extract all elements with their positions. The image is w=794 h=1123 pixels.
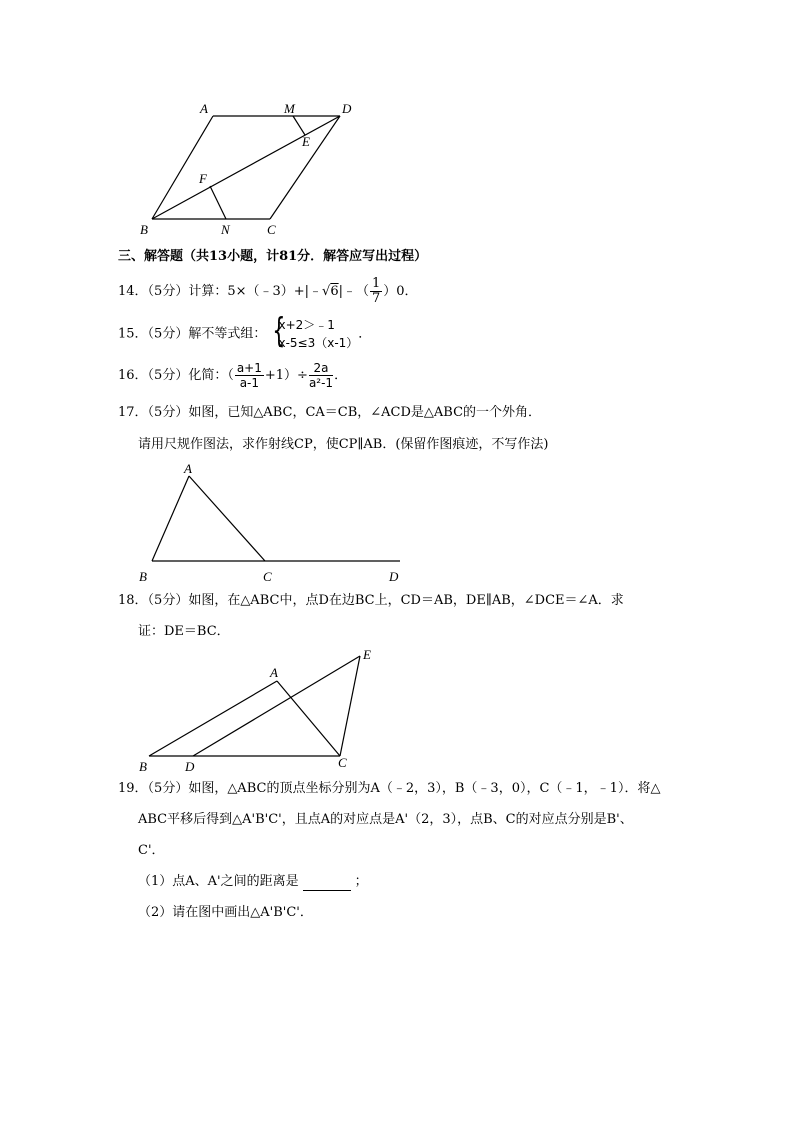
q16-fraction-1 — [235, 361, 264, 390]
q14-numerator: 1 — [372, 276, 381, 291]
label-E: E — [302, 134, 310, 149]
q14-prefix: 14．（5分）计算：5×（﹣3）+|﹣ — [118, 284, 323, 299]
q16-suffix: ． — [334, 368, 348, 383]
q15-suffix: ． — [358, 326, 372, 342]
section-3-heading: 三、解答题（共13小题，计81分．解答应写出过程） — [118, 249, 428, 264]
q16-numerator-1: a+1 — [236, 361, 262, 375]
question-18-line-1: 18．（5分）如图，在△ABC中，点D在边BC上，CD＝AB，DE∥AB，∠DCE＝∠A．求 — [118, 593, 624, 608]
label-B: B — [140, 222, 148, 237]
q14-denominator: 7 — [372, 291, 381, 306]
side-AC — [189, 476, 265, 561]
side-BA — [149, 681, 277, 756]
side-BA — [152, 116, 213, 219]
q14-sqrt: 6 — [330, 284, 339, 299]
diagonal-BD — [152, 116, 340, 219]
q15-inequality-system — [270, 311, 359, 352]
label-N: N — [221, 222, 230, 237]
triangle-figure-q18 — [135, 645, 385, 775]
question-19-line-1: 19．（5分）如图，△ABC的顶点坐标分别为A（﹣2，3），B（﹣3，0），C（﹣1，﹣1）．将△ — [118, 781, 661, 796]
segment-EC — [340, 656, 360, 756]
question-14 — [118, 277, 418, 306]
segment-ME — [293, 116, 305, 135]
question-19-part-1 — [138, 873, 368, 891]
label-A: A — [270, 665, 278, 680]
q19-part1-suffix: ； — [354, 874, 368, 889]
q15-inequality-1: x+2＞﹣1 — [278, 318, 335, 332]
question-17-line-2: 请用尺规作图法，求作射线CP，使CP∥AB．(保留作图痕迹，不写作法) — [138, 437, 549, 452]
q16-fraction-2 — [309, 361, 333, 390]
triangle-figure-q17 — [135, 458, 415, 588]
q14-suffix: ）0． — [383, 284, 418, 299]
label-A: A — [184, 461, 192, 476]
label-C: C — [267, 222, 276, 237]
q16-prefix: 16．（5分）化简：（ — [118, 368, 234, 383]
question-19-line-3: C'． — [138, 843, 165, 858]
label-C: C — [338, 755, 347, 770]
q19-part1-prefix: （1）点A、A'之间的距离是 — [138, 874, 299, 889]
q16-denominator-1: a-1 — [239, 376, 260, 390]
label-C: C — [263, 569, 272, 584]
q15-prefix: 15．（5分）解不等式组： — [118, 326, 267, 342]
answer-blank[interactable] — [303, 878, 351, 891]
label-D: D — [342, 101, 352, 116]
question-17-line-1: 17．（5分）如图，已知△ABC，CA＝CB，∠ACD是△ABC的一个外角． — [118, 405, 542, 420]
sqrt-sign: √ — [322, 284, 331, 299]
side-AC — [277, 681, 340, 756]
side-DC — [270, 116, 340, 219]
label-D: D — [389, 569, 399, 584]
label-B: B — [139, 569, 147, 584]
label-A: A — [200, 101, 208, 116]
q16-numerator-2: 2a — [309, 361, 333, 376]
q14-fraction — [370, 277, 382, 306]
label-B: B — [139, 759, 147, 774]
parallelogram-figure — [130, 95, 370, 240]
label-M: M — [284, 101, 295, 116]
question-19-part-2: （2）请在图中画出△A'B'C'． — [138, 905, 313, 920]
label-F: F — [199, 171, 207, 186]
side-AB — [152, 476, 189, 561]
question-18-line-2: 证：DE＝BC． — [138, 624, 230, 639]
segment-FN — [210, 186, 226, 219]
q16-denominator-2: a²-1 — [308, 376, 334, 390]
question-15 — [118, 311, 372, 352]
label-E: E — [363, 647, 371, 662]
q14-mid: |﹣（ — [338, 284, 369, 299]
q16-mid: +1）÷ — [264, 368, 308, 383]
question-19-line-2: ABC平移后得到△A'B'C'，且点A的对应点是A'（2，3），点B、C的对应点分别是B'、 — [138, 812, 633, 827]
q15-inequality-2: x-5≤3（x-1） — [278, 336, 359, 350]
label-D: D — [185, 759, 195, 774]
left-brace-icon: { — [272, 311, 286, 351]
question-16 — [118, 361, 347, 390]
